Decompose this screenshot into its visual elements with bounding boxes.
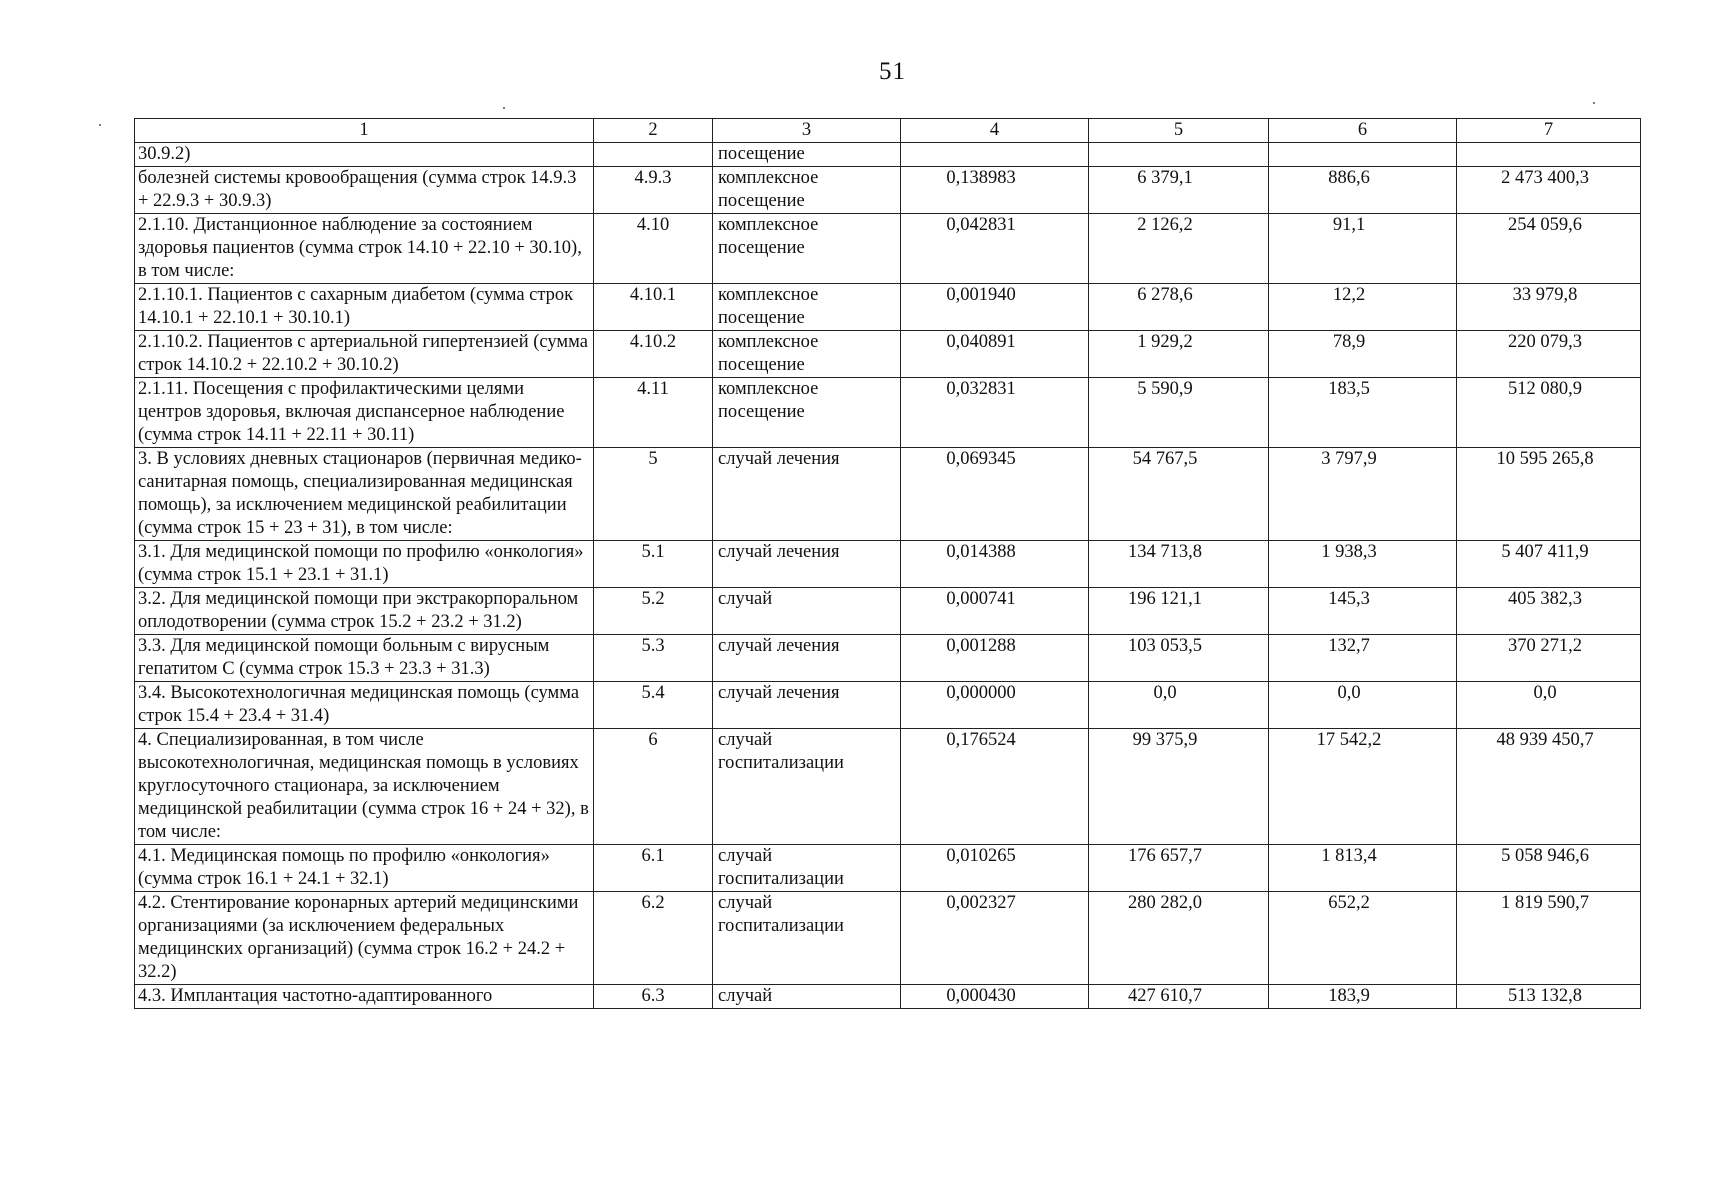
row-rate: 0,138983: [901, 167, 1089, 214]
row-unit: комплексное посещение: [713, 214, 901, 284]
row-name: 2.1.10. Дистанционное наблюдение за состоянием здоровья пациентов (сумма строк 14.10 + 22.10 + 30.10), в том числе:: [135, 214, 594, 284]
row-total: 513 132,8: [1457, 985, 1641, 1009]
row-rate: 0,176524: [901, 729, 1089, 845]
table-row: [135, 729, 1641, 845]
row-code: [594, 143, 713, 167]
row-code: 5.4: [594, 682, 713, 729]
row-name: 3.3. Для медицинской помощи больным с вирусным гепатитом С (сумма строк 15.3 + 23.3 + 31.3): [135, 635, 594, 682]
table-row: [135, 448, 1641, 541]
page-number: 51: [879, 58, 906, 85]
row-total: 2 473 400,3: [1457, 167, 1641, 214]
row-name: 3. В условиях дневных стационаров (первичная медико-санитарная помощь, специализированная медицинская помощь), за исключением медицинской реабилитации (сумма строк 15 + 23 + 31), в том числе:: [135, 448, 594, 541]
row-per-capita: 78,9: [1269, 331, 1457, 378]
row-cost-per-unit: 134 713,8: [1089, 541, 1269, 588]
row-total: 5 058 946,6: [1457, 845, 1641, 892]
row-total: 254 059,6: [1457, 214, 1641, 284]
row-rate: 0,000430: [901, 985, 1089, 1009]
row-code: 6.1: [594, 845, 713, 892]
row-unit: случай лечения: [713, 541, 901, 588]
table-row: [135, 143, 1641, 167]
row-code: 5.3: [594, 635, 713, 682]
row-name: болезней системы кровообращения (сумма строк 14.9.3 + 22.9.3 + 30.9.3): [135, 167, 594, 214]
table-row: [135, 167, 1641, 214]
scan-speck: [1593, 102, 1595, 104]
row-rate: 0,000741: [901, 588, 1089, 635]
row-rate: 0,001940: [901, 284, 1089, 331]
row-unit: случай лечения: [713, 682, 901, 729]
row-cost-per-unit: 196 121,1: [1089, 588, 1269, 635]
row-rate: 0,042831: [901, 214, 1089, 284]
scan-speck: [503, 107, 505, 109]
row-cost-per-unit: 6 278,6: [1089, 284, 1269, 331]
row-rate: 0,000000: [901, 682, 1089, 729]
table-row: [135, 845, 1641, 892]
row-unit: случай госпитализации: [713, 892, 901, 985]
row-total: 5 407 411,9: [1457, 541, 1641, 588]
row-name: 4.2. Стентирование коронарных артерий медицинскими организациями (за исключением федеральных медицинских организаций) (сумма строк 16.2 + 24.2 + 32.2): [135, 892, 594, 985]
row-per-capita: 3 797,9: [1269, 448, 1457, 541]
row-name: 3.1. Для медицинской помощи по профилю «онкология» (сумма строк 15.1 + 23.1 + 31.1): [135, 541, 594, 588]
row-rate: 0,001288: [901, 635, 1089, 682]
row-rate: 0,032831: [901, 378, 1089, 448]
row-name: 2.1.10.2. Пациентов с артериальной гипертензией (сумма строк 14.10.2 + 22.10.2 + 30.10.2): [135, 331, 594, 378]
row-name: 30.9.2): [135, 143, 594, 167]
row-per-capita: 132,7: [1269, 635, 1457, 682]
row-rate: 0,014388: [901, 541, 1089, 588]
row-cost-per-unit: 280 282,0: [1089, 892, 1269, 985]
row-per-capita: 183,9: [1269, 985, 1457, 1009]
row-unit: посещение: [713, 143, 901, 167]
row-cost-per-unit: [1089, 143, 1269, 167]
table-row: [135, 331, 1641, 378]
table-row: [135, 985, 1641, 1009]
table-row: [135, 892, 1641, 985]
row-per-capita: 886,6: [1269, 167, 1457, 214]
column-number: 5: [1089, 119, 1269, 143]
row-code: 4.11: [594, 378, 713, 448]
column-number: 6: [1269, 119, 1457, 143]
row-total: 48 939 450,7: [1457, 729, 1641, 845]
row-unit: комплексное посещение: [713, 167, 901, 214]
row-per-capita: 652,2: [1269, 892, 1457, 985]
row-rate: [901, 143, 1089, 167]
row-cost-per-unit: 0,0: [1089, 682, 1269, 729]
row-rate: 0,010265: [901, 845, 1089, 892]
row-per-capita: 17 542,2: [1269, 729, 1457, 845]
column-number: 2: [594, 119, 713, 143]
row-unit: случай лечения: [713, 635, 901, 682]
row-total: 10 595 265,8: [1457, 448, 1641, 541]
row-unit: комплексное посещение: [713, 378, 901, 448]
row-per-capita: 91,1: [1269, 214, 1457, 284]
table-row: [135, 682, 1641, 729]
row-cost-per-unit: 5 590,9: [1089, 378, 1269, 448]
row-cost-per-unit: 427 610,7: [1089, 985, 1269, 1009]
row-per-capita: 0,0: [1269, 682, 1457, 729]
row-total: 405 382,3: [1457, 588, 1641, 635]
row-code: 4.10.1: [594, 284, 713, 331]
row-per-capita: 1 813,4: [1269, 845, 1457, 892]
row-unit: случай лечения: [713, 448, 901, 541]
row-cost-per-unit: 99 375,9: [1089, 729, 1269, 845]
row-cost-per-unit: 2 126,2: [1089, 214, 1269, 284]
row-name: 4.3. Имплантация частотно-адаптированного: [135, 985, 594, 1009]
row-rate: 0,069345: [901, 448, 1089, 541]
table-row: [135, 214, 1641, 284]
row-cost-per-unit: 103 053,5: [1089, 635, 1269, 682]
table-row: [135, 635, 1641, 682]
row-unit: случай госпитализации: [713, 845, 901, 892]
row-name: 4.1. Медицинская помощь по профилю «онкология» (сумма строк 16.1 + 24.1 + 32.1): [135, 845, 594, 892]
row-code: 4.9.3: [594, 167, 713, 214]
row-name: 2.1.11. Посещения с профилактическими целями центров здоровья, включая диспансерное наблюдение (сумма строк 14.11 + 22.11 + 30.11): [135, 378, 594, 448]
row-unit: случай: [713, 588, 901, 635]
row-unit: комплексное посещение: [713, 284, 901, 331]
column-number: 3: [713, 119, 901, 143]
table-row: [135, 541, 1641, 588]
row-unit: случай госпитализации: [713, 729, 901, 845]
row-total: 512 080,9: [1457, 378, 1641, 448]
row-code: 5: [594, 448, 713, 541]
row-per-capita: [1269, 143, 1457, 167]
row-code: 5.1: [594, 541, 713, 588]
row-code: 4.10: [594, 214, 713, 284]
row-total: 33 979,8: [1457, 284, 1641, 331]
row-name: 4. Специализированная, в том числе высокотехнологичная, медицинская помощь в условиях круглосуточного стационара, за исключением медицинской реабилитации (сумма строк 16 + 24 + 32), в том числе:: [135, 729, 594, 845]
row-unit: случай: [713, 985, 901, 1009]
row-per-capita: 183,5: [1269, 378, 1457, 448]
row-code: 6: [594, 729, 713, 845]
row-name: 3.4. Высокотехнологичная медицинская помощь (сумма строк 15.4 + 23.4 + 31.4): [135, 682, 594, 729]
row-code: 6.2: [594, 892, 713, 985]
row-per-capita: 12,2: [1269, 284, 1457, 331]
scan-speck: [99, 124, 101, 126]
row-rate: 0,040891: [901, 331, 1089, 378]
row-cost-per-unit: 1 929,2: [1089, 331, 1269, 378]
row-cost-per-unit: 54 767,5: [1089, 448, 1269, 541]
column-number: 4: [901, 119, 1089, 143]
table-row: [135, 588, 1641, 635]
row-total: 370 271,2: [1457, 635, 1641, 682]
row-per-capita: 145,3: [1269, 588, 1457, 635]
column-number: 7: [1457, 119, 1641, 143]
column-number-row: [135, 119, 1641, 143]
row-name: 2.1.10.1. Пациентов с сахарным диабетом (сумма строк 14.10.1 + 22.10.1 + 30.10.1): [135, 284, 594, 331]
row-total: [1457, 143, 1641, 167]
row-unit: комплексное посещение: [713, 331, 901, 378]
data-table: [134, 118, 1641, 1009]
table-row: [135, 284, 1641, 331]
row-total: 220 079,3: [1457, 331, 1641, 378]
row-name: 3.2. Для медицинской помощи при экстракорпоральном оплодотворении (сумма строк 15.2 + 23.2 + 31.2): [135, 588, 594, 635]
row-code: 5.2: [594, 588, 713, 635]
row-total: 1 819 590,7: [1457, 892, 1641, 985]
row-cost-per-unit: 176 657,7: [1089, 845, 1269, 892]
row-rate: 0,002327: [901, 892, 1089, 985]
column-number: 1: [135, 119, 594, 143]
row-per-capita: 1 938,3: [1269, 541, 1457, 588]
row-cost-per-unit: 6 379,1: [1089, 167, 1269, 214]
row-total: 0,0: [1457, 682, 1641, 729]
row-code: 6.3: [594, 985, 713, 1009]
table-row: [135, 378, 1641, 448]
row-code: 4.10.2: [594, 331, 713, 378]
